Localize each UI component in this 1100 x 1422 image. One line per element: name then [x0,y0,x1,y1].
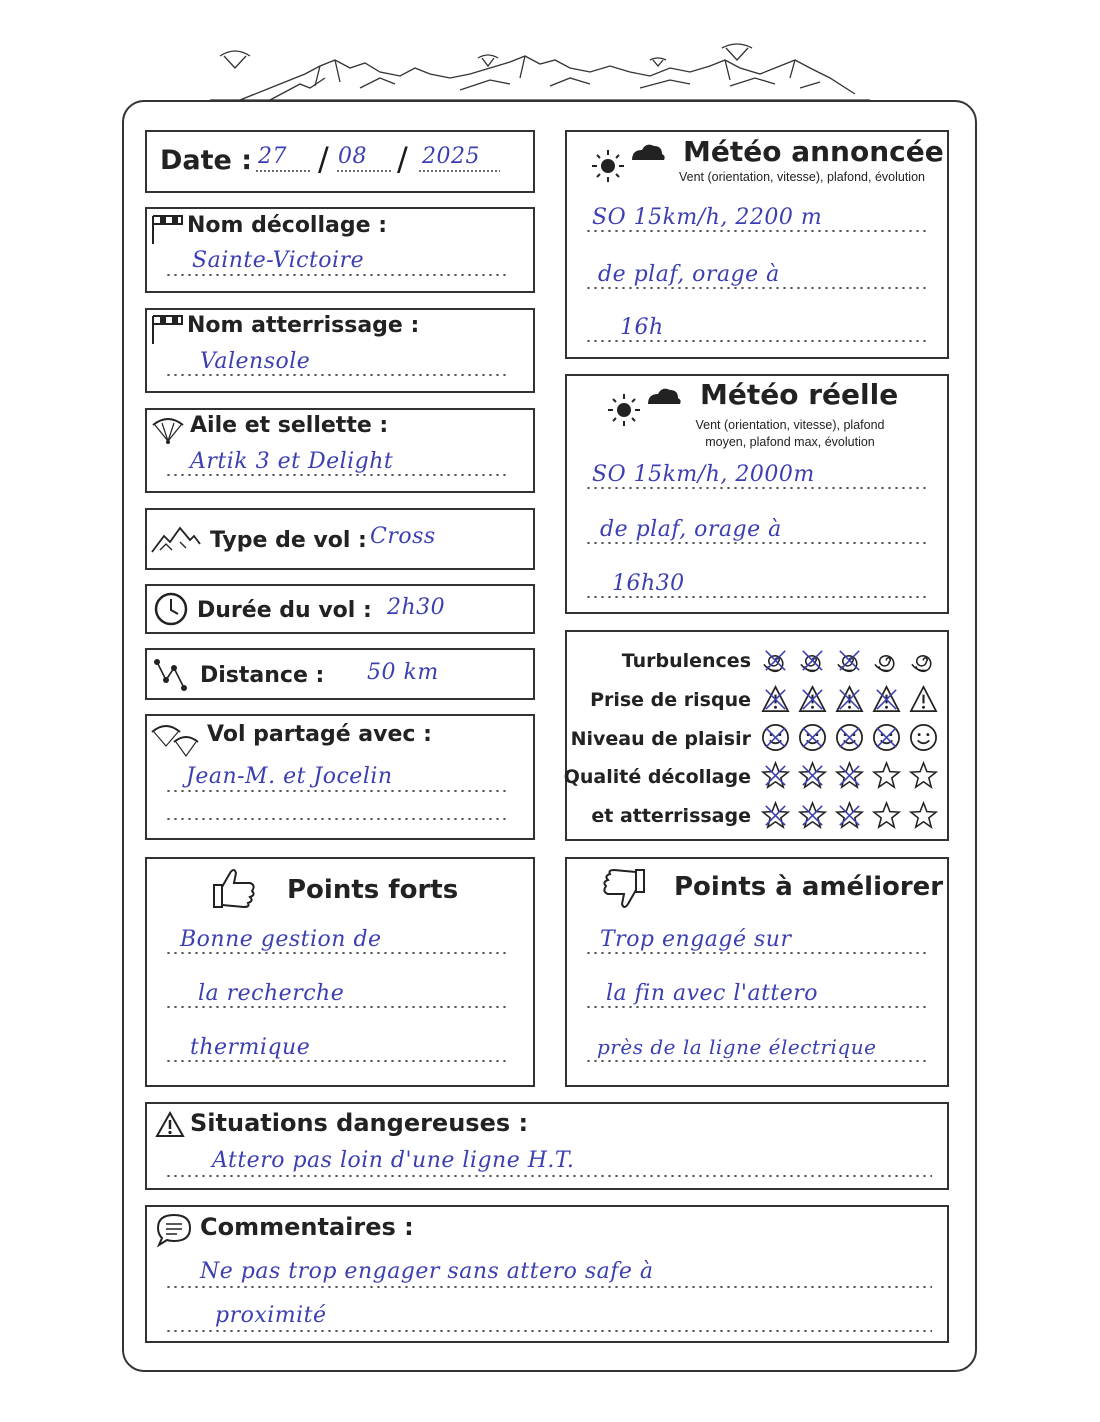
shared-flight-value[interactable]: Jean-M. et Jocelin [186,764,393,789]
actual-line-2[interactable]: de plaf, orage à [600,517,782,542]
landing-label: Nom atterrissage : [187,313,420,338]
dangerous-situations-label: Situations dangereuses : [190,1109,529,1137]
pleasure-rating[interactable] [760,722,939,753]
strengths-line-3[interactable]: thermique [190,1035,311,1060]
thumbs-up-icon [210,865,260,911]
route-points-icon [152,656,190,694]
pleasure-label: Niveau de plaisir [570,728,751,750]
turbulence-icon-4[interactable] [871,645,902,676]
wing-harness-value[interactable]: Artik 3 et Delight [190,449,394,474]
clock-icon [152,590,190,628]
actual-line-3[interactable]: 16h30 [612,571,685,596]
strengths-line-2[interactable]: la recherche [198,981,345,1006]
date-month[interactable]: 08 [338,144,367,169]
star-icon-1[interactable] [760,760,791,791]
actual-weather-title: Météo réelle [700,378,899,411]
actual-weather-subtitle-1: Vent (orientation, vitesse), plafond [695,418,885,432]
takeoff-quality-label: Qualité décollage [563,766,751,788]
warning-icon [155,1110,185,1138]
star-icon-2[interactable] [797,800,828,831]
wing-harness-label: Aile et sellette : [190,413,389,438]
mountains-icon [150,522,202,554]
mountain-header-illustration [210,38,870,104]
warning-icon-3[interactable] [834,684,865,715]
comments-line-1[interactable]: Ne pas trop engager sans attero safe à [200,1259,654,1284]
comments-line-2[interactable]: proximité [215,1303,327,1328]
star-icon-1[interactable] [760,800,791,831]
star-icon-3[interactable] [834,800,865,831]
turbulence-icon-5[interactable] [908,645,939,676]
forecast-line-3[interactable]: 16h [620,315,664,340]
forecast-line-1[interactable]: SO 15km/h, 2200 m [592,205,823,230]
flight-type-value[interactable]: Cross [370,524,436,549]
turbulence-icon-3[interactable] [834,645,865,676]
landing-quality-label: et atterrissage [591,805,751,827]
actual-weather-subtitle-2: moyen, plafond max, évolution [705,435,875,449]
strengths-line-1[interactable]: Bonne gestion de [180,927,382,952]
date-day[interactable]: 27 [258,144,287,169]
smiley-icon-5[interactable] [908,722,939,753]
takeoff-label: Nom décollage : [187,213,387,238]
shared-flight-label: Vol partagé avec : [207,722,432,747]
star-icon-5[interactable] [908,800,939,831]
turbulence-rating[interactable] [760,645,939,676]
landing-quality-rating[interactable] [760,800,939,831]
flight-type-label: Type de vol : [210,528,367,553]
forecast-weather-title: Météo annoncée [683,135,944,168]
turbulence-icon-1[interactable] [760,645,791,676]
turbulence-label: Turbulences [621,650,751,672]
improvements-line-1[interactable]: Trop engagé sur [600,927,792,952]
turbulence-icon-2[interactable] [797,645,828,676]
windsock-icon [150,212,186,246]
improvements-line-2[interactable]: la fin avec l'attero [606,981,819,1006]
actual-line-1[interactable]: SO 15km/h, 2000m [592,462,815,487]
paragliders-icon [150,718,202,762]
forecast-weather-subtitle: Vent (orientation, vitesse), plafond, évolution [679,170,925,184]
smiley-icon-4[interactable] [871,722,902,753]
warning-icon-4[interactable] [871,684,902,715]
duration-value[interactable]: 2h30 [387,595,446,620]
distance-label: Distance : [200,663,325,688]
date-separator-2: / [397,140,408,178]
paraglider-icon [150,413,186,447]
improvements-title: Points à améliorer [674,872,944,902]
windsock-icon [150,312,186,346]
comments-label: Commentaires : [200,1213,414,1241]
smiley-icon-1[interactable] [760,722,791,753]
warning-icon-2[interactable] [797,684,828,715]
star-icon-5[interactable] [908,760,939,791]
thumbs-down-icon [598,866,648,912]
sun-cloud-icon [588,138,668,188]
improvements-line-3[interactable]: près de la ligne électrique [597,1035,877,1059]
star-icon-2[interactable] [797,760,828,791]
forecast-line-2[interactable]: de plaf, orage à [598,262,780,287]
star-icon-4[interactable] [871,800,902,831]
star-icon-4[interactable] [871,760,902,791]
date-label: Date : [160,145,253,176]
date-separator: / [318,140,329,178]
smiley-icon-2[interactable] [797,722,828,753]
risk-rating[interactable] [760,684,939,715]
takeoff-quality-rating[interactable] [760,760,939,791]
landing-value[interactable]: Valensole [200,349,311,374]
takeoff-value[interactable]: Sainte-Victoire [192,248,365,273]
warning-icon-1[interactable] [760,684,791,715]
star-icon-3[interactable] [834,760,865,791]
date-year[interactable]: 2025 [422,144,480,169]
smiley-icon-3[interactable] [834,722,865,753]
duration-label: Durée du vol : [197,598,372,623]
strengths-title: Points forts [287,875,459,905]
distance-value[interactable]: 50 km [367,660,439,685]
dangerous-situations-value[interactable]: Attero pas loin d'une ligne H.T. [212,1148,575,1173]
risk-label: Prise de risque [590,689,751,711]
speech-bubble-icon [155,1212,193,1248]
warning-icon-5[interactable] [908,684,939,715]
